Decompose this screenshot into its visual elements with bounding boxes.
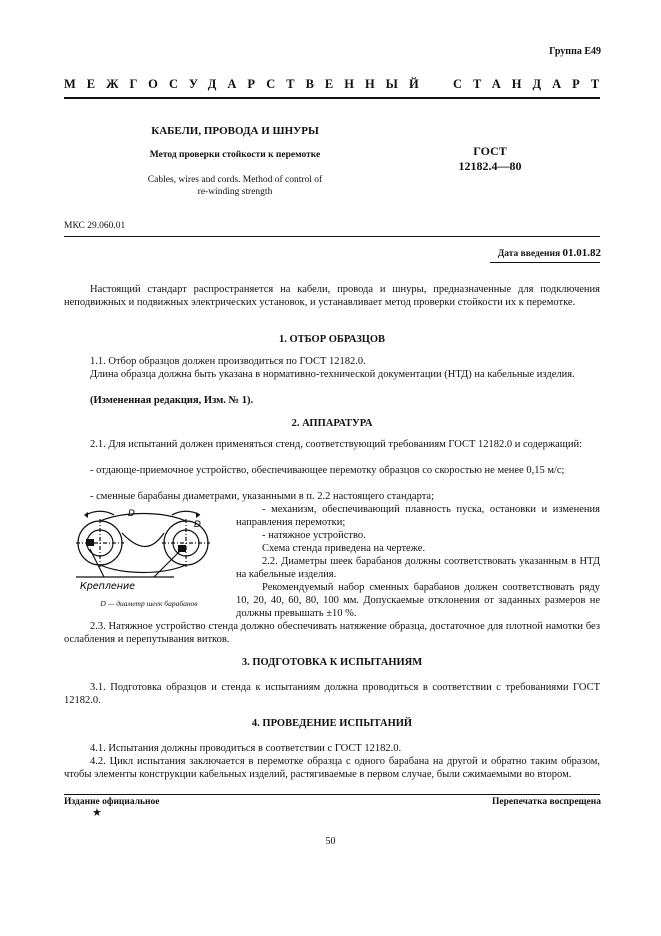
date-rule — [490, 262, 600, 263]
cable-lower — [100, 565, 186, 573]
intro-paragraph: Настоящий стандарт распространяется на кабели, провода и шнуры, предназначенные для подключения неподвижных и подвижных электрических установок, и устанавливает метод проверки стойкости их к перемотке. — [64, 284, 600, 308]
page-number: 50 — [325, 836, 336, 847]
mks-rule — [64, 236, 600, 237]
diameter-label-left: D — [128, 509, 135, 519]
section-2-heading: 2. АППАРАТУРА — [291, 418, 373, 429]
section-1-para-1: 1.1. Отбор образцов должен производиться по ГОСТ 12182.0. — [90, 356, 366, 367]
section-2-para-4: - механизм, обеспечивающий плавность пуска, остановки и изменения направления перемотки; — [236, 504, 600, 528]
section-2-para-7: 2.2. Диаметры шеек барабанов должны соответствовать указанным в НТД на кабельные изделия. — [236, 556, 600, 580]
official-edition: Издание официальное — [64, 797, 160, 807]
section-1-para-2: Длина образца должна быть указана в нормативно-технической документации (НТД) на кабельные изделия. — [90, 369, 575, 380]
english-title-line1: Cables, wires and cords. Method of control of — [147, 175, 323, 185]
gost-designation — [440, 144, 540, 174]
test-stand-diagram — [64, 505, 236, 597]
section-4-heading: 4. ПРОВЕДЕНИЕ ИСПЫТАНИЙ — [251, 718, 413, 729]
tension-loop — [122, 533, 164, 547]
right-fastening-mark — [178, 545, 186, 552]
section-4-para-2: 4.2. Цикл испытания заключается в перемотке образца с одного барабана на другой и обратно таким образом, чтобы элементы конструкции кабельных изделий, растягиваемые в первом случае, были сжимаемыми во втором. — [64, 756, 600, 780]
introduction-date — [498, 247, 601, 259]
section-3-heading: 3. ПОДГОТОВКА К ИСПЫТАНИЯМ — [241, 657, 423, 668]
section-2-para-1: 2.1. Для испытаний должен применяться стенд, соответствующий требованиям ГОСТ 12182.0 и содержащий: — [90, 439, 582, 450]
section-2-para-2: - отдающе-приемочное устройство, обеспечивающее перемотку образцов со скоростью не менее 0,15 м/с; — [90, 465, 565, 476]
document-title: КАБЕЛИ, ПРОВОДА И ШНУРЫ — [151, 125, 319, 137]
section-3-para-1: 3.1. Подготовка образцов и стенда к испытаниям должна проводиться в соответствии с требованиями ГОСТ 12182.0. — [64, 682, 600, 706]
section-1-amendment: (Измененная редакция, Изм. № 1). — [90, 395, 254, 406]
intro-date-value: 01.01.82 — [562, 247, 601, 259]
section-2-para-8: Рекомендуемый набор сменных барабанов должен соответствовать ряду 10, 20, 40, 60, 80, 100 мм. Допускаемые отклонения от заданных размеров не должны превышать ±10 %. — [236, 582, 600, 619]
header-rule — [64, 97, 600, 99]
left-fastening-mark — [86, 539, 94, 546]
section-1-heading: 1. ОТБОР ОБРАЗЦОВ — [279, 334, 385, 345]
section-2-para-3: - сменные барабаны диаметрами, указанными в п. 2.2 настоящего стандарта; — [90, 491, 434, 502]
star-mark: ★ — [92, 807, 102, 819]
footer-rule — [64, 794, 600, 795]
english-title-line2: re-winding strength — [197, 187, 273, 197]
fastening-label: Крепление — [80, 581, 135, 592]
intro-date-label: Дата введения — [497, 249, 561, 259]
section-2-para-5: - натяжное устройство. — [262, 530, 366, 541]
figure-caption: D — диаметр шеек барабанов — [100, 599, 198, 608]
section-4-para-1: 4.1. Испытания должны проводиться в соответствии с ГОСТ 12182.0. — [90, 743, 402, 754]
english-title — [100, 174, 370, 198]
mks-code: МКС 29.060.01 — [64, 221, 126, 231]
standard-type-left: МЕЖГОСУДАРСТВЕННЫЙ — [64, 77, 430, 91]
gost-number: 12182.4—80 — [458, 159, 522, 173]
reprint-prohibited: Перепечатка воспрещена — [491, 797, 601, 807]
standard-type-right: СТАНДАРТ — [453, 77, 611, 91]
gost-label: ГОСТ — [473, 144, 507, 158]
section-2-para-6: Схема стенда приведена на чертеже. — [262, 543, 426, 554]
diameter-label-right: D — [194, 520, 201, 530]
document-subtitle: Метод проверки стойкости к перемотке — [149, 150, 321, 160]
section-2-para-9: 2.3. Натяжное устройство стенда должно обеспечивать натяжение образца, достаточное для плотной намотки без ослабления и перепутывания витков. — [64, 621, 600, 645]
group-code: Группа Е49 — [549, 46, 601, 57]
